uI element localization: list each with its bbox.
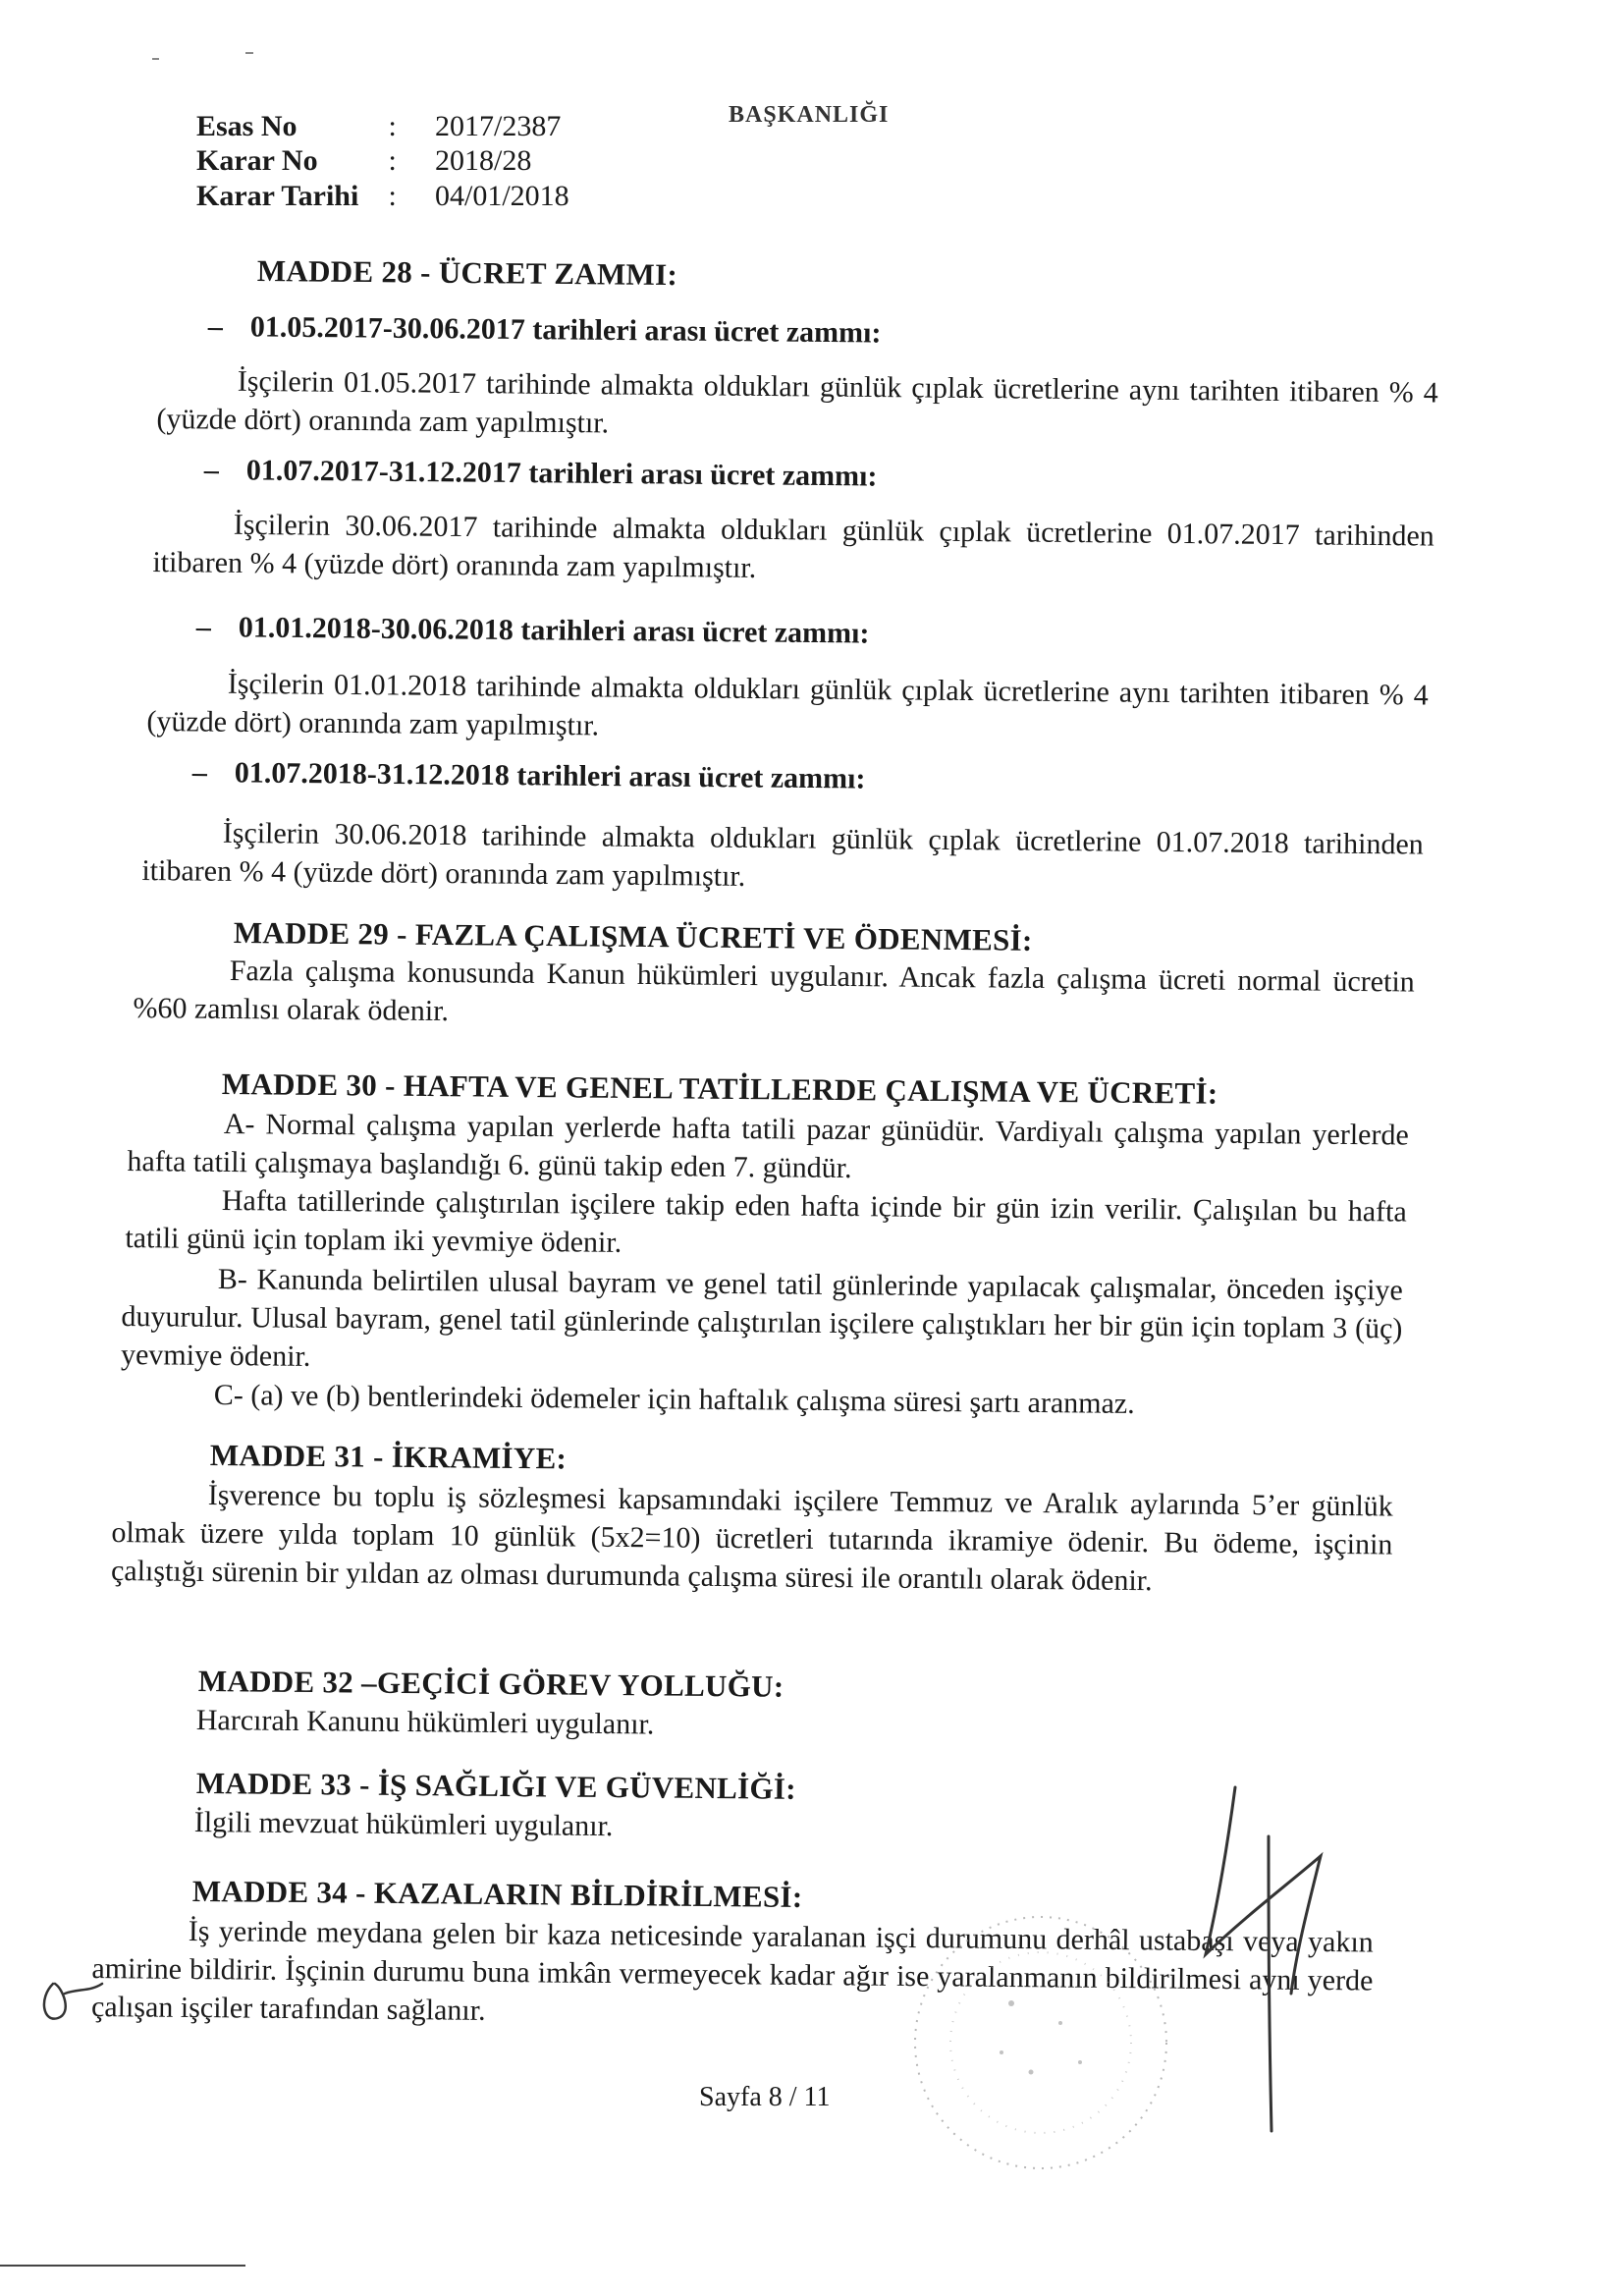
decision-date-value: 04/01/2018 [435,180,569,212]
case-number-row [196,110,561,143]
article-30-paragraph-a2: Hafta tatillerinde çalıştırılan işçilere takip eden hafta içinde bir gün izin verilir. Çalışılan bu hafta tatili günü için toplam iki yevmiye ödenir. [125,1183,1407,1259]
article-32-title: MADDE 32 –GEÇİCİ GÖREV YOLLUĞU: [197,1664,784,1704]
page-number: Sayfa 8 / 11 [699,2082,831,2112]
decision-number-label: Karar No [196,144,318,177]
article-29-title: MADDE 29 - FAZLA ÇALIŞMA ÜCRETİ VE ÖDENMESİ: [233,915,1033,957]
article-30-title: MADDE 30 - HAFTA VE GENEL TATİLLERDE ÇALIŞMA VE ÜCRETİ: [221,1066,1218,1111]
article-33-title: MADDE 33 - İŞ SAĞLIĞI VE GÜVENLİĞİ: [195,1766,797,1806]
article-30-paragraph-b: B- Kanunda belirtilen ulusal bayram ve genel tatil günlerinde yapılacak çalışmalar, önceden işçiye duyurulur. Ulusal bayram, genel tatil günlerinde çalıştırılan işçilere çalıştıkları her bir gün için toplam 3 (üç) yevmiye ödenir. [120,1262,1403,1373]
case-number-sep: : [388,110,397,142]
article-30-paragraph-a: A- Normal çalışma yapılan yerlerde hafta tatili pazar günüdür. Vardiyalı çalışma yapılan yerlerde hafta tatili çalışmaya başlandığı 6. günü takip eden 7. gündür. [127,1107,1409,1185]
decision-date-row [196,180,569,213]
letterhead: BAŞKANLIĞI [729,102,890,128]
article-28-title: MADDE 28 - ÜCRET ZAMMI: [256,253,678,293]
decision-number-value: 2018/28 [435,144,532,177]
article-31-title: MADDE 31 - İKRAMİYE: [209,1438,568,1476]
bottom-rule [0,2265,245,2267]
decision-number-row [196,144,531,178]
handwritten-signature-icon [1159,1768,1355,2141]
article-28-period-2-heading: – 01.07.2017-31.12.2017 tarihleri arası ücret zammı: [203,454,878,493]
article-28-period-3-text: İşçilerin 01.01.2018 tarihinde almakta oldukları günlük çıplak ücretlerine aynı tarihten itibaren % 4 (yüzde dört) oranında zam yapılmıştır. [146,667,1429,742]
case-number-value: 2017/2387 [435,110,562,142]
case-number-label: Esas No [196,110,298,142]
article-28-period-1-text: İşçilerin 01.05.2017 tarihinde almakta oldukları günlük çıplak ücretlerine aynı tarihten itibaren % 4 (yüzde dört) oranında zam yapılmıştır. [156,364,1438,440]
article-29-text: Fazla çalışma konusunda Kanun hükümleri uygulanır. Ancak fazla çalışma ücreti normal ücretin %60 zamlısı olarak ödenir. [133,954,1415,1028]
article-33-text: İlgili mevzuat hükümleri uygulanır. [193,1805,614,1843]
decision-date-sep: : [388,180,397,212]
article-30-paragraph-c: C- (a) ve (b) bentlerindeki ödemeler için haftalık çalışma süresi şartı aranmaz. [213,1378,1135,1420]
article-28-period-4-heading: – 01.07.2018-31.12.2018 tarihleri arası ücret zammı: [191,756,866,795]
article-28-period-4-text: İşçilerin 30.06.2018 tarihinde almakta oldukları günlük çıplak ücretlerine 01.07.2018 tarihinden itibaren % 4 (yüzde dört) oranında zam yapılmıştır. [141,816,1424,893]
stamp-seal-icon [893,1895,1188,2190]
scan-mark-icon [147,47,265,67]
article-34-text: İş yerinde meydana gelen bir kaza neticesinde yaralanan işçi durumunu derhâl ustabaşı veya yakın amirine bildirir. İşçinin durumu buna imkân vermeyecek kadar ağır ise yaralanmanın bildirilmesi aynı yerde çalışan işçiler tarafından sağlanır. [90,1914,1374,2027]
initials-mark-icon [33,1964,112,2043]
decision-date-label: Karar Tarihi [196,180,359,212]
article-32-text: Harcırah Kanunu hükümleri uygulanır. [195,1703,655,1741]
article-34-title: MADDE 34 - KAZALARIN BİLDİRİLMESİ: [191,1874,803,1914]
article-28-period-1-heading: – 01.05.2017-30.06.2017 tarihleri arası ücret zammı: [207,310,882,350]
article-28-period-2-text: İşçilerin 30.06.2017 tarihinde almakta oldukları günlük çıplak ücretlerine 01.07.2017 tarihinden itibaren % 4 (yüzde dört) oranında zam yapılmıştır. [152,508,1434,584]
decision-number-sep: : [388,144,397,177]
article-28-period-3-heading: – 01.01.2018-30.06.2018 tarihleri arası ücret zammı: [195,611,870,650]
article-31-text: İşverence bu toplu iş sözleşmesi kapsamındaki işçilere Temmuz ve Aralık aylarında 5’er günlük olmak üzere yılda toplam 10 günlük (5x2=10) ücretleri tutarında ikramiye ödenir. Bu ödeme, işçinin çalıştığı sürenin bir yıldan az olması durumunda çalışma süresi ile orantılı olarak ödenir. [110,1478,1393,1598]
